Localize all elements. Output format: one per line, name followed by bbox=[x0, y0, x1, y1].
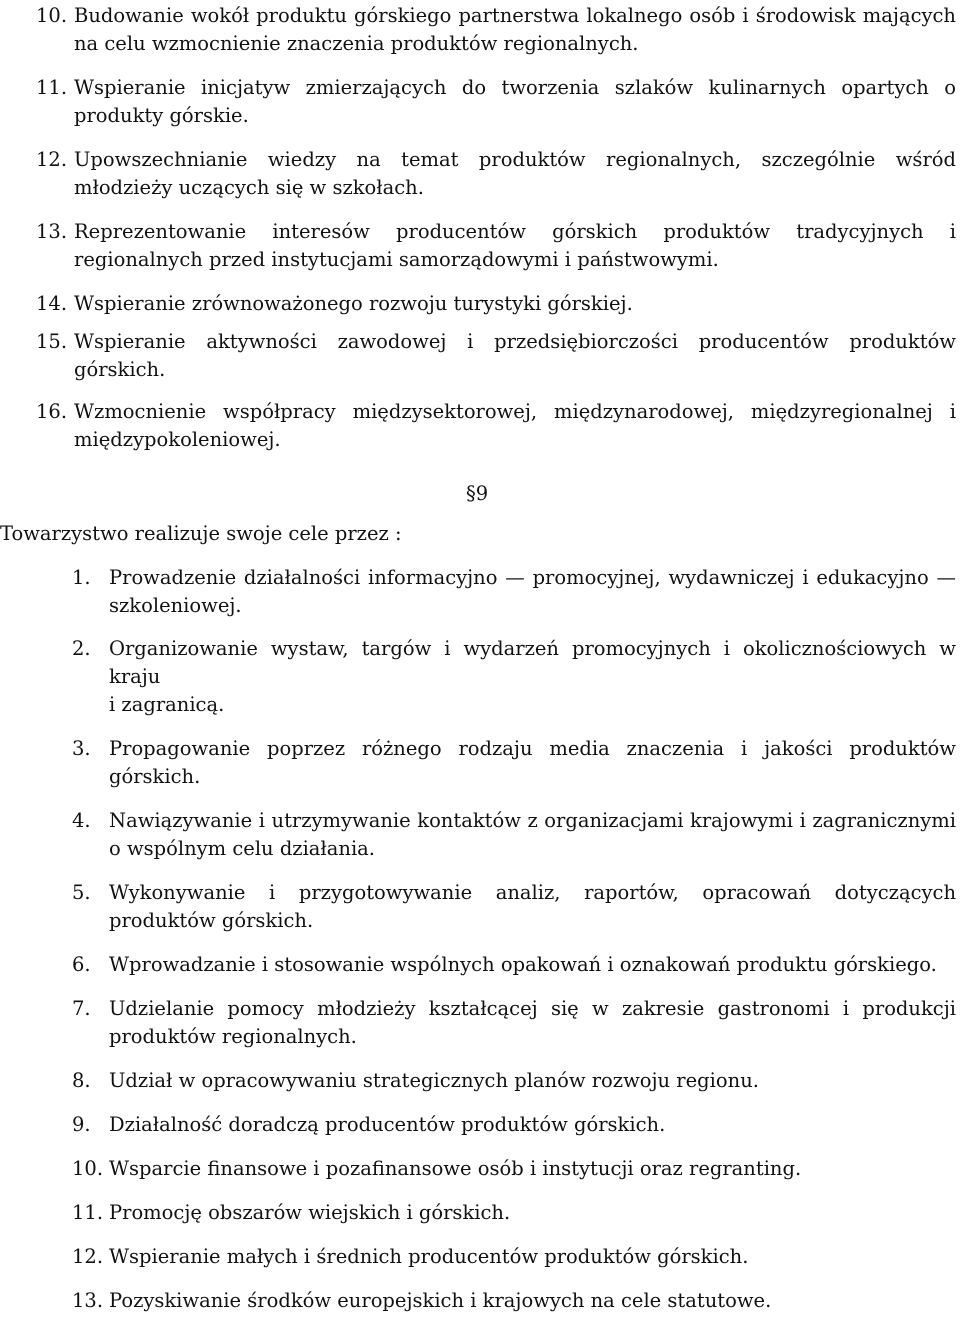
item-number: 11. bbox=[72, 1201, 104, 1224]
list-item bbox=[36, 218, 956, 274]
list-item bbox=[72, 1067, 956, 1095]
item-text: Pozyskiwanie środków europejskich i krajowych na cele statutowe. bbox=[109, 1289, 772, 1312]
list-item bbox=[72, 564, 956, 620]
item-number: 13. bbox=[36, 220, 68, 243]
item-text: Wykonywanie i przygotowywanie analiz, raportów, opracowań dotyczących produktów górskich. bbox=[109, 881, 956, 932]
item-text: Wspieranie inicjatyw zmierzających do tworzenia szlaków kulinarnych opartych o produkty górskie. bbox=[74, 76, 956, 127]
item-number: 4. bbox=[72, 809, 91, 832]
item-text: Wzmocnienie współpracy międzysektorowej, międzynarodowej, międzyregionalnej i międzypokoleniowej. bbox=[74, 400, 956, 451]
list-item bbox=[72, 1155, 956, 1183]
item-text: Organizowanie wystaw, targów i wydarzeń promocyjnych i okolicznościowych w kraju bbox=[109, 637, 956, 688]
item-text: Promocję obszarów wiejskich i górskich. bbox=[109, 1201, 511, 1224]
item-number: 5. bbox=[72, 881, 91, 904]
item-number: 10. bbox=[36, 4, 68, 27]
section-intro: Towarzystwo realizuje swoje cele przez : bbox=[0, 522, 402, 545]
item-text: Wspieranie małych i średnich producentów produktów górskich. bbox=[109, 1245, 749, 1268]
item-number: 16. bbox=[36, 400, 68, 423]
item-text: Upowszechnianie wiedzy na temat produktów regionalnych, szczególnie wśród młodzieży uczących się w szkołach. bbox=[74, 148, 956, 199]
item-text: Prowadzenie działalności informacyjno — promocyjnej, wydawniczej i edukacyjno — szkoleniowej. bbox=[109, 566, 956, 617]
item-number: 14. bbox=[36, 292, 68, 315]
item-text: Działalność doradczą producentów produktów górskich. bbox=[109, 1113, 666, 1136]
list-item bbox=[36, 146, 956, 202]
list-item bbox=[72, 879, 956, 935]
list-item bbox=[36, 2, 956, 58]
item-number: 12. bbox=[72, 1245, 104, 1268]
item-text: Wprowadzanie i stosowanie wspólnych opakowań i oznakowań produktu górskiego. bbox=[109, 953, 937, 976]
item-number: 7. bbox=[72, 997, 91, 1020]
list-item bbox=[72, 951, 956, 979]
item-text: Wsparcie finansowe i pozafinansowe osób i instytucji oraz regranting. bbox=[109, 1157, 802, 1180]
objectives-list-continued bbox=[36, 2, 956, 470]
list-item bbox=[36, 290, 956, 318]
item-number: 15. bbox=[36, 330, 68, 353]
list-item bbox=[36, 328, 956, 384]
section-heading: §9 bbox=[466, 482, 489, 505]
list-item bbox=[72, 807, 956, 863]
item-number: 13. bbox=[72, 1289, 104, 1312]
list-item bbox=[72, 735, 956, 791]
list-item bbox=[36, 74, 956, 130]
list-item bbox=[72, 995, 956, 1051]
item-text: Budowanie wokół produktu górskiego partnerstwa lokalnego osób i środowisk mających na celu wzmocnienie znaczenia produktów regionalnych. bbox=[74, 4, 956, 55]
item-number: 12. bbox=[36, 148, 68, 171]
item-number: 10. bbox=[72, 1157, 104, 1180]
item-text: Wspieranie zrównoważonego rozwoju turystyki górskiej. bbox=[74, 292, 633, 315]
list-item bbox=[72, 1287, 956, 1315]
item-text: Propagowanie poprzez różnego rodzaju media znaczenia i jakości produktów górskich. bbox=[109, 737, 956, 788]
item-text: Nawiązywanie i utrzymywanie kontaktów z organizacjami krajowymi i zagranicznymi o wspólnym celu działania. bbox=[109, 809, 956, 860]
item-text: Reprezentowanie interesów producentów górskich produktów tradycyjnych i regionalnych przed instytucjami samorządowymi i państwowymi. bbox=[74, 220, 956, 271]
list-item bbox=[72, 1199, 956, 1227]
item-number: 9. bbox=[72, 1113, 91, 1136]
item-number: 2. bbox=[72, 637, 91, 660]
item-number: 8. bbox=[72, 1069, 91, 1092]
item-number: 6. bbox=[72, 953, 91, 976]
list-item bbox=[72, 1111, 956, 1139]
list-item bbox=[72, 1243, 956, 1271]
list-item bbox=[36, 398, 956, 454]
item-text: Udzielanie pomocy młodzieży kształcącej się w zakresie gastronomi i produkcji produktów regionalnych. bbox=[109, 997, 956, 1048]
item-text-continuation: i zagranicą. bbox=[109, 693, 225, 716]
item-text: Wspieranie aktywności zawodowej i przedsiębiorczości producentów produktów górskich. bbox=[74, 330, 956, 381]
item-number: 11. bbox=[36, 76, 68, 99]
item-number: 1. bbox=[72, 566, 91, 589]
item-text: Udział w opracowywaniu strategicznych planów rozwoju regionu. bbox=[109, 1069, 759, 1092]
activities-list bbox=[72, 564, 956, 1315]
list-item bbox=[72, 635, 956, 719]
item-number: 3. bbox=[72, 737, 91, 760]
